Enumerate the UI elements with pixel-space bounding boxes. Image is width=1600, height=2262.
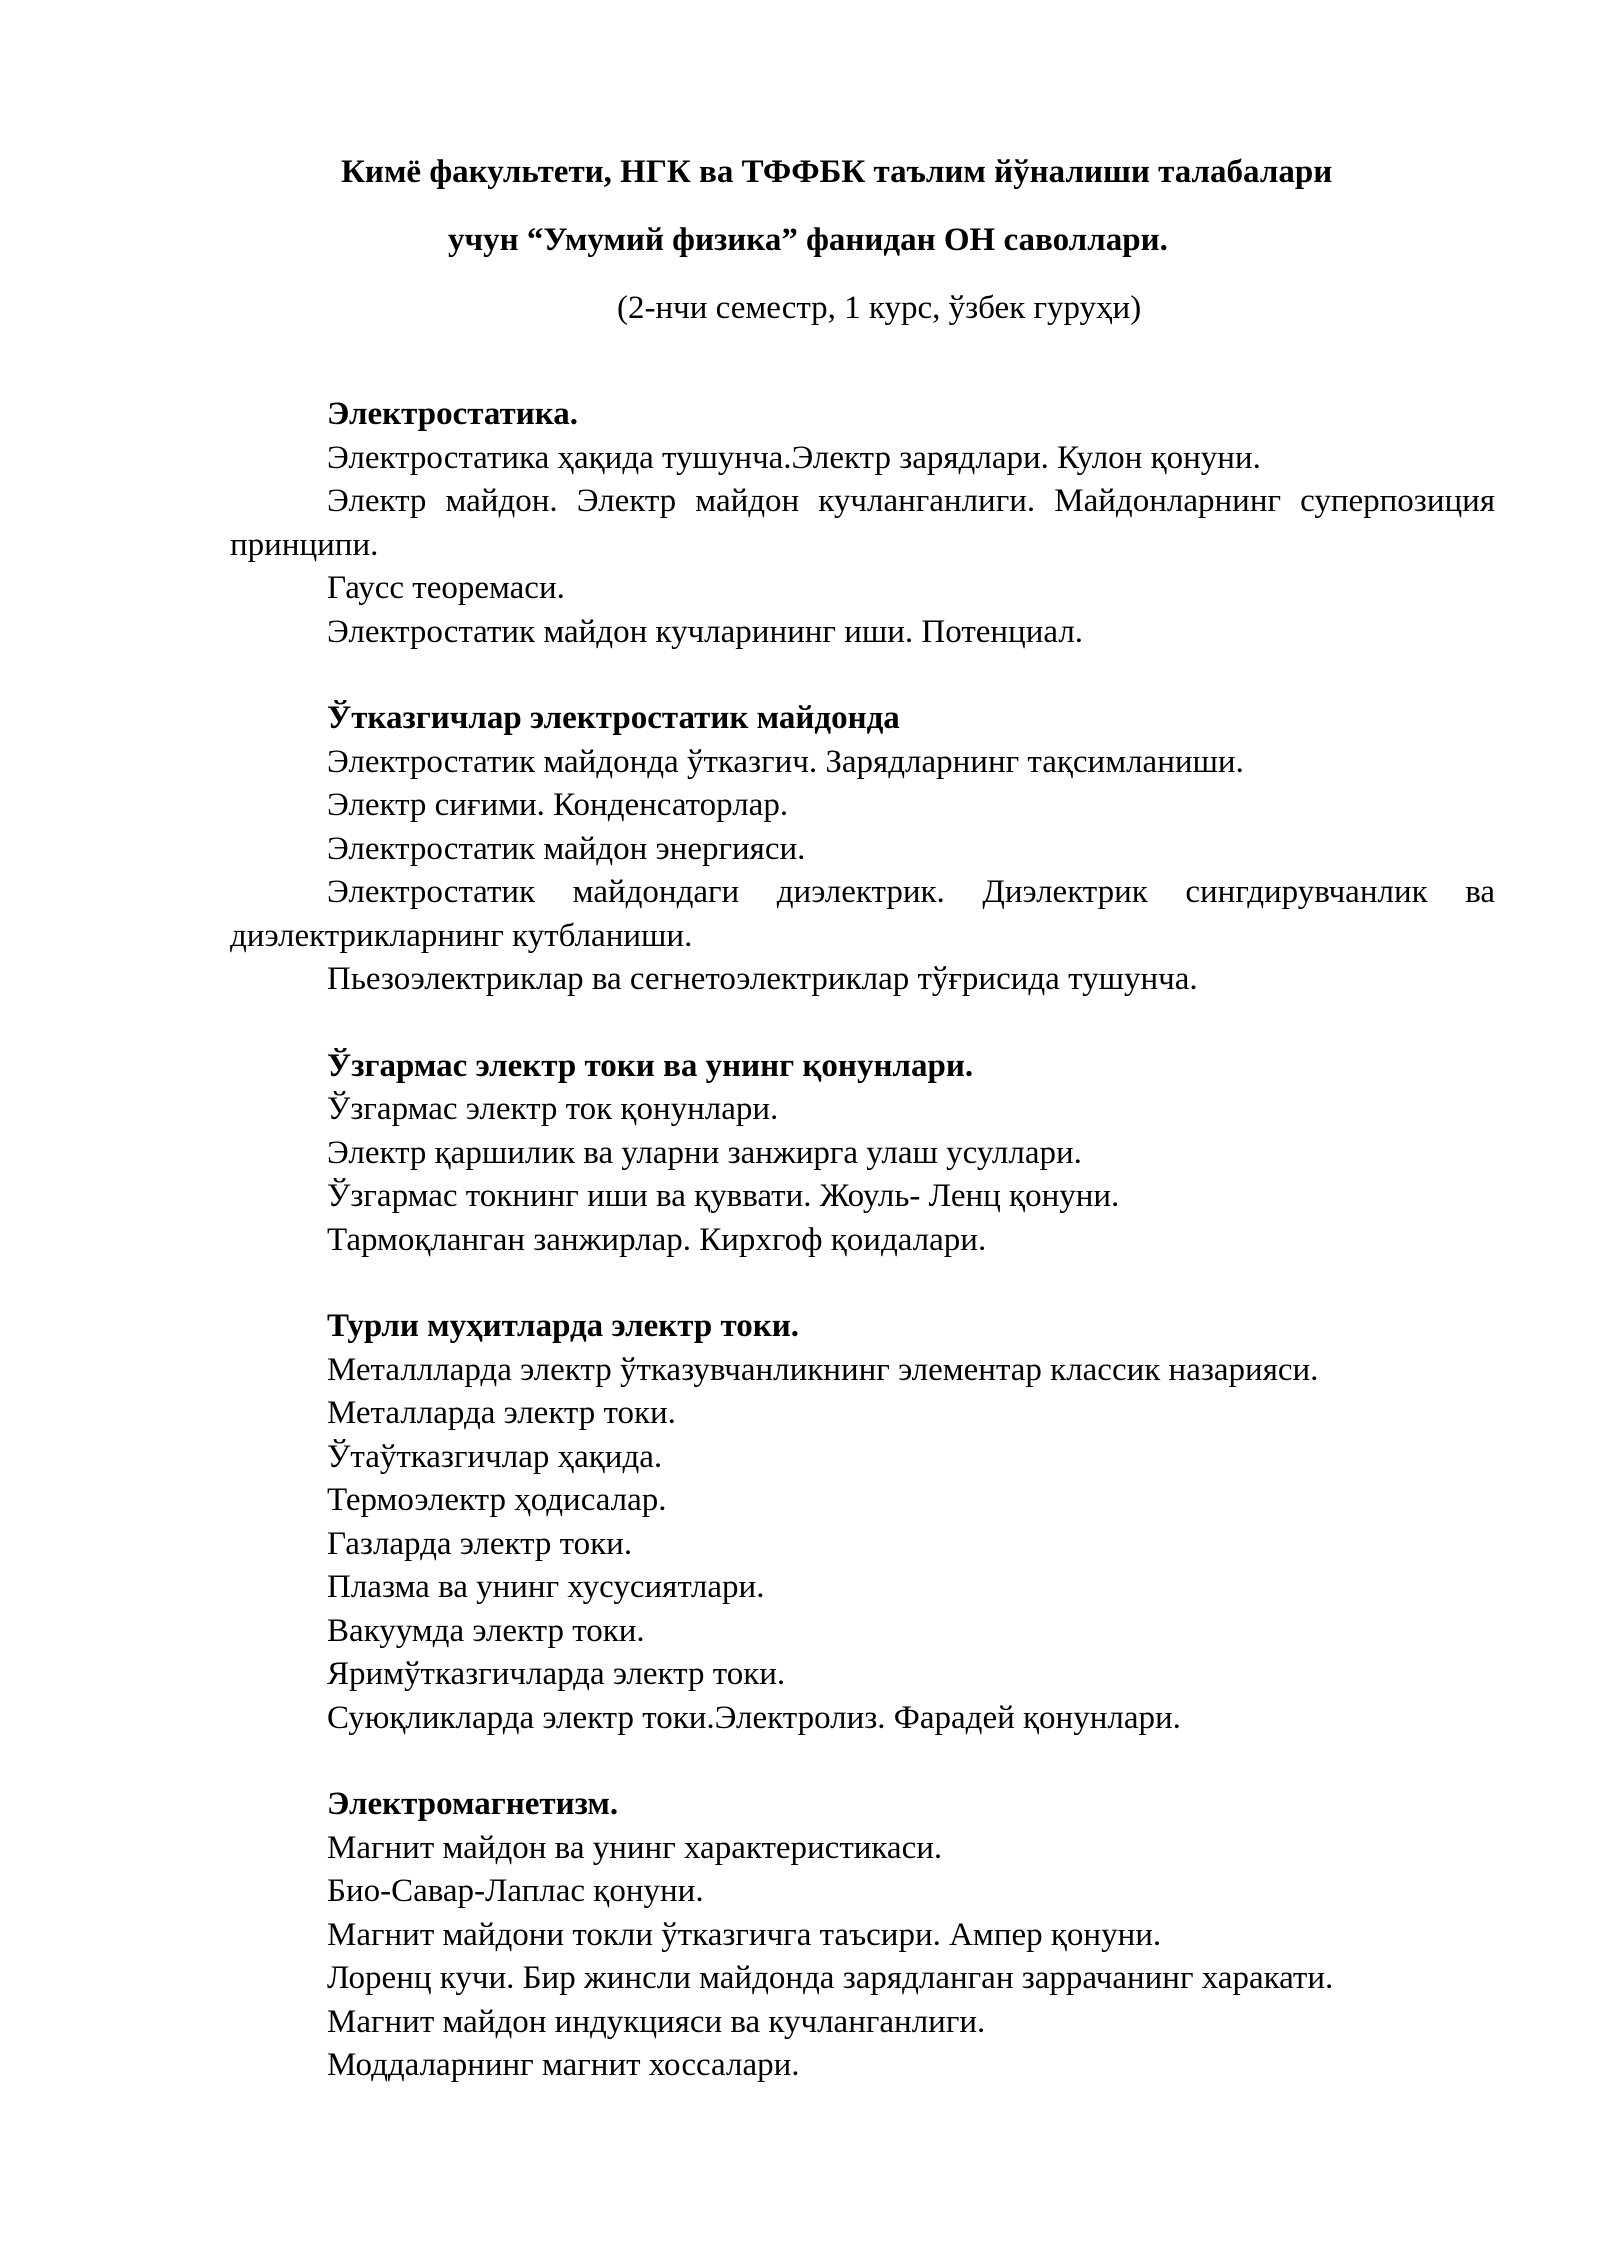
section-electromagnetism (230, 1783, 1495, 2088)
section-items (230, 1827, 1495, 2088)
topic-item: Яримўтказгичларда электр токи. (327, 1656, 786, 1692)
section-items (230, 1088, 1495, 1262)
topic-item: Магнит майдони токли ўтказгичга таъсири. Ампер қонуни. (327, 1916, 1162, 1953)
section-heading: Турли муҳитларда электр токи. (327, 1308, 800, 1344)
topic-item: Суюқликларда электр токи.Электролиз. Фарадей қонунлари. (327, 1699, 1181, 1736)
topic-item: Магнит майдон ва унинг характеристикаси. (327, 1829, 943, 1866)
topic-item: Электр қаршилик ва уларни занжирга улаш усуллари. (327, 1134, 1082, 1171)
topic-item: Вакуумда электр токи. (327, 1612, 645, 1649)
topic-item: Пьезоэлектриклар ва сегнетоэлектриклар тўғрисида тушунча. (327, 961, 1198, 997)
topic-item: Электростатик майдон энергияси. (327, 830, 806, 867)
document-subtitle: (2-нчи семестр, 1 курс, ўзбек гуруҳи) (617, 290, 1142, 326)
section-conductors (230, 697, 1495, 1002)
section-electrostatics (230, 393, 1495, 654)
section-heading: Ўзгармас электр токи ва унинг қонунлари. (327, 1047, 974, 1084)
document-title-line-2: учун “Умумий физика” фанидан ОН саволлари. (448, 222, 1168, 258)
topic-item: Металларда электр токи. (327, 1395, 676, 1431)
topic-item: Ўтаўтказгичлар ҳақида. (327, 1438, 663, 1475)
section-heading: Электростатика. (327, 396, 578, 432)
section-heading: Ўтказгичлар электростатик майдонда (327, 700, 900, 736)
topic-item: Металлларда электр ўтказувчанликнинг элементар классик назарияси. (327, 1351, 1319, 1388)
section-items (230, 437, 1495, 655)
section-current-in-media (230, 1305, 1495, 1740)
section-heading: Электромагнетизм. (327, 1786, 619, 1822)
topic-item: Моддаларнинг магнит хоссалари. (327, 2047, 800, 2083)
document-title-line-1: Кимё факультети, НГК ва ТФФБК таълим йўналиши талабалари (341, 154, 1333, 190)
topics-list (230, 393, 1495, 2131)
section-direct-current (230, 1045, 1495, 1263)
section-items (230, 1349, 1495, 1741)
topic-item: Био-Савар-Лаплас қонуни. (327, 1873, 704, 1909)
topic-item: Гаусс теоремаси. (327, 570, 565, 606)
topic-item: Электростатик майдон кучларининг иши. Потенциал. (327, 613, 1084, 650)
topic-item: Термоэлектр ҳодисалар. (327, 1482, 667, 1518)
topic-item: Лоренц кучи. Бир жинсли майдонда зарядланган заррачанинг харакати. (327, 1960, 1334, 1996)
topic-item: Электростатик майдонда ўтказгич. Зарядларнинг тақсимланиши. (327, 743, 1244, 780)
topic-item: Магнит майдон индукцияси ва кучланганлиги. (327, 2003, 986, 2040)
topic-item: Ўзгармас электр ток қонунлари. (327, 1091, 779, 1127)
topic-item: Электр майдон. Электр майдон кучланганлиги. Майдонларнинг суперпозиция принципи. (230, 483, 1495, 563)
topic-item: Ўзгармас токнинг иши ва қуввати. Жоуль- Ленц қонуни. (327, 1178, 1120, 1214)
topic-item: Плазма ва унинг хусусиятлари. (327, 1569, 765, 1605)
topic-item: Тармоқланган занжирлар. Кирхгоф қоидалари. (327, 1221, 987, 1258)
topic-item: Газларда электр токи. (327, 1525, 633, 1562)
topic-item: Электростатик майдондаги диэлектрик. Диэлектрик сингдирувчанлик ва диэлектрикларнинг кутбланиши. (230, 874, 1495, 954)
topic-item: Электростатика ҳақида тушунча.Электр зарядлари. Кулон қонуни. (327, 439, 1261, 476)
topic-item: Электр сиғими. Конденсаторлар. (327, 787, 789, 823)
section-items (230, 741, 1495, 1002)
